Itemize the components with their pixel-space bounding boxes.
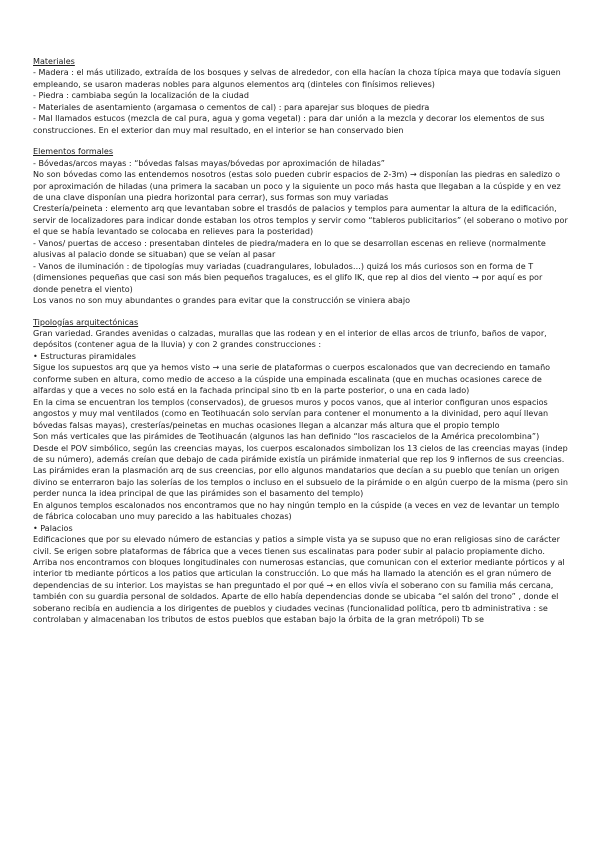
paragraph: - Materiales de asentamiento (argamasa o cementos de cal) : para aparejar sus bloques de piedra xyxy=(33,102,430,112)
section-heading: Elementos formales xyxy=(33,147,114,157)
paragraph: Los vanos no son muy abundantes o grandes para evitar que la construcción se viniera abajo xyxy=(33,296,411,306)
section-elementos-formales xyxy=(33,146,568,306)
paragraph: Sigue los supuestos arq que ya hemos visto → una serie de plataformas o cuerpos escalonados que van decreciendo en tamaño conforme suben en altura, como medio de acceso a la cúspide una empinada escalinata (que en muchas ocasiones carece de alfardas y que a veces no solo está en la fachada principal sino tb en la parte posterior, o una en cada lado) xyxy=(33,363,551,396)
paragraph: Gran variedad. Grandes avenidas o calzadas, murallas que las rodean y en el interior de ellas arcos de triunfo, baños de vapor, depósitos (contener agua de la lluvia) y con 2 grandes construcciones : xyxy=(33,328,547,350)
section-heading: Tipologías arquitectónicas xyxy=(33,317,139,327)
section-heading: Materiales xyxy=(33,57,75,66)
paragraph: Edificaciones que por su elevado número de estancias y patios a simple vista ya se supuso que no eran religiosas sino de carácter civil. Se erigen sobre plataformas de fábrica que a veces tienen sus escalinatas para poder subir al palacio propiamente dicho. Arriba nos encontramos con bloques longitudinales con numerosas estancias, que comunican con el exterior mediante pórticos y al interior tb mediante pórticos a los patios que articulan la construcción. Lo que más ha llamado la atención es el gran número de dependencias de su interior. Los mayistas se han preguntado el por qué → en ellos vivía el soberano con su familia más cercana, también con su guardia personal de soldados. Aparte de ello había dependencias donde se ubicaba “el salón del trono” , donde el soberano recibía en audiencia a los dirigentes de pueblos y ciudades vecinas (funcionalidad política, pero tb administrativa : se controlaban y almacenaban los tributos de estos pueblos que estaban bajo la órbita de la gran metrópoli) Tb se xyxy=(33,535,565,625)
paragraph: - Vanos/ puertas de acceso : presentaban dinteles de piedra/madera en lo que se desarrollan escenas en relieve (normalmente alusivas al palacio donde se situaban) que se veían al pasar xyxy=(33,238,546,260)
paragraph: No son bóvedas como las entendemos nosotros (estas solo pueden cubrir espacios de 2-3m) → disponían las piedras en saledizo o por aproximación de hiladas (una primera la sacaban un poco y la siguiente un poco más hasta que llegaban a la cúspide y en vez de una clave disponían una piedra horizontal para cerrar), sus formas son muy variadas xyxy=(33,170,561,202)
bullet-item: • Palacios xyxy=(33,523,73,533)
paragraph: - Mal llamados estucos (mezcla de cal pura, agua y goma vegetal) : para dar unión a la mezcla y decorar los elementos de sus construcciones. En el exterior dan muy mal resultado, en el interior se han conservado bien xyxy=(33,114,545,135)
paragraph: Son más verticales que las pirámides de Teotihuacán (algunos las han definido “los rascacielos de la América precolombina”) xyxy=(33,432,540,442)
paragraph: - Vanos de iluminación : de tipologías muy variadas (cuadrangulares, lobulados…) quizá los más curiosos son en forma de T (dimensiones pequeñas que casi son más bien pequeños tragaluces, es el glifo IK, que rep al dios del viento → por aquí es por donde penetra el viento) xyxy=(33,261,543,294)
paragraph: - Bóvedas/arcos mayas : “bóvedas falsas mayas/bóvedas por aproximación de hiladas” xyxy=(33,158,385,168)
paragraph: - Piedra : cambiaba según la localización de la ciudad xyxy=(33,91,249,101)
paragraph: - Madera : el más utilizado, extraída de los bosques y selvas de alrededor, con ella hacían la choza típica maya que todavía siguen empleando, se usaron maderas nobles para algunos elementos arq (dinteles con finísimos relieves) xyxy=(33,68,561,89)
paragraph: Crestería/peineta : elemento arq que levantaban sobre el trasdós de palacios y templos para aumentar la altura de la edificación, servir de localizadores para indicar donde estaban los otros templos y servir como “tableros publicitarios” (el soberano o motivo por el que se había levantado se colocaba en relieves para la posteridad) xyxy=(33,204,568,237)
paragraph: En la cima se encuentran los templos (conservados), de gruesos muros y pocos vanos, que al interior configuran unos espacios angostos y muy mal ventilados (como en Teotihuacán solo servían para contener el monumento a la divinidad, pero aquí llevan bóvedas falsas mayas), cresterías/peinetas en muchas ocasiones llegan a alcanzar más altura que el propio templo xyxy=(33,397,549,430)
paragraph: En algunos templos escalonados nos encontramos que no hay ningún templo en la cúspide (a veces en vez de levantar un templo de fábrica colocaban uno muy parecido a las habituales chozas) xyxy=(33,500,560,522)
bullet-item: • Estructuras piramidales xyxy=(33,351,136,361)
section-tipologias xyxy=(33,317,568,626)
section-materiales xyxy=(33,56,568,136)
paragraph: Desde el POV simbólico, según las creencias mayas, los cuerpos escalonados simbolizan los 13 cielos de las creencias mayas (indep de su número), además creían que debajo de cada pirámide existía un pirámide inmaterial que rep los 9 infiernos de sus creencias. Las pirámides eran la plasmación arq de sus creencias, por ello algunos mandatarios que decían a su pueblo que tenían un origen divino se enterraron bajo las solerías de los templos o incluso en el subsuelo de la pirámide o en algún cuerpo de la misma (pero sin perder nunca la idea principal de que las pirámides son el basamento del templo) xyxy=(33,443,568,499)
